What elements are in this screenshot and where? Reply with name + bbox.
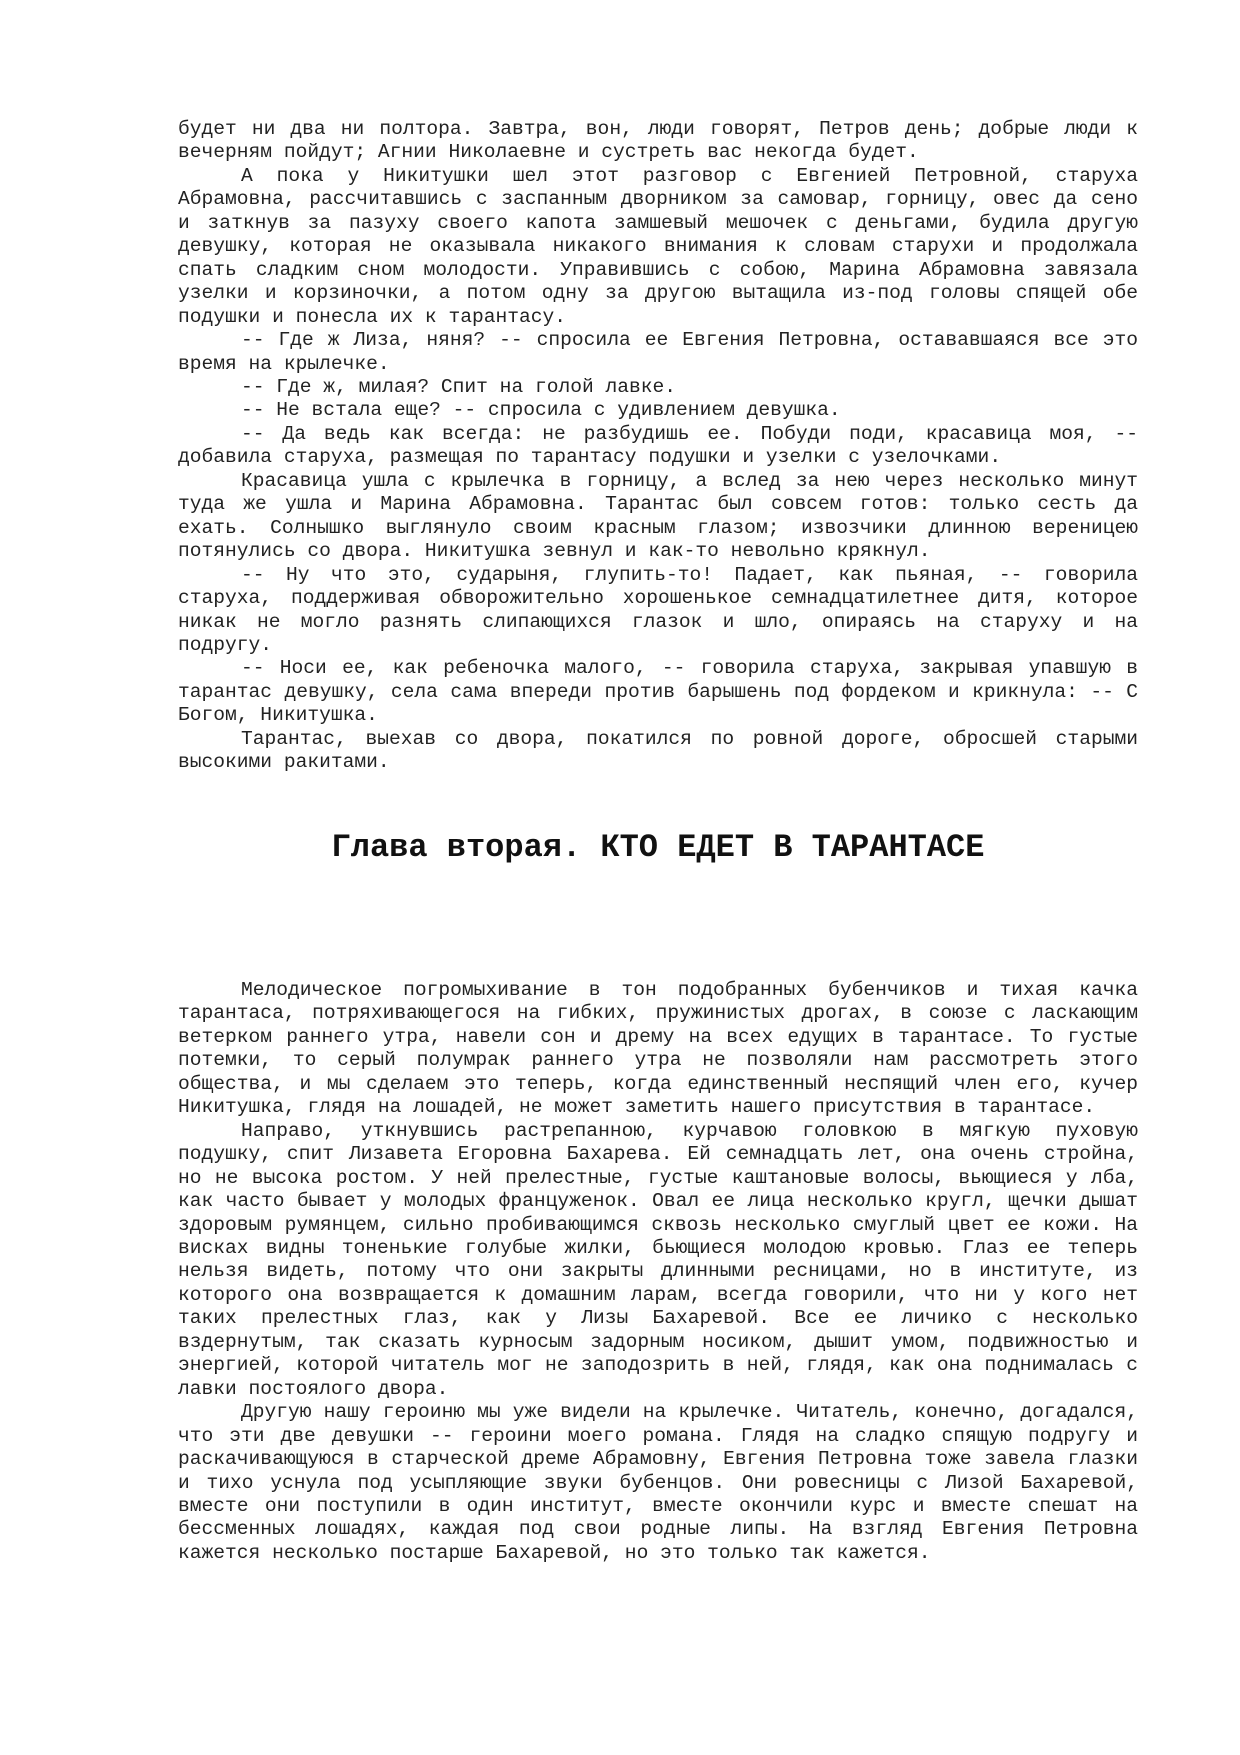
dialogue-paragraph: -- Носи ее, как ребеночка малого, -- говорила старуха, закрывая упавшую в тарантас девушку, села сама впереди против барышень под фордеком и крикнула: -- С Богом, Никитушка. — [178, 657, 1138, 727]
text-block-top — [178, 118, 1138, 775]
paragraph: Красавица ушла с крылечка в горницу, а вслед за нею через несколько минут туда же ушла и Марина Абрамовна. Тарантас был совсем готов: только сесть да ехать. Солнышко выглянуло своим красным глазом; извозчики длинною вереницею потянулись со двора. Никитушка зевнул и как-то невольно крякнул. — [178, 469, 1138, 563]
dialogue-paragraph: -- Да ведь как всегда: не разбудишь ее. Побуди поди, красавица моя, -- добавила старуха, размещая по тарантасу подушки и узелки с узелочками. — [178, 422, 1138, 469]
paragraph: Тарантас, выехав со двора, покатился по ровной дороге, обросшей старыми высокими ракитами. — [178, 727, 1138, 774]
dialogue-paragraph: -- Где ж, милая? Спит на голой лавке. — [241, 375, 677, 398]
dialogue-paragraph: -- Где ж Лиза, няня? -- спросила ее Евгения Петровна, остававшаяся все это время на крылечке. — [178, 329, 1138, 375]
chapter-title: Глава вторая. КТО ЕДЕТ В ТАРАНТАСЕ — [331, 829, 985, 866]
paragraph: А пока у Никитушки шел этот разговор с Евгенией Петровной, старуха Абрамовна, рассчитавшись с заспанным дворником за самовар, горницу, овес да сено и заткнув за пазуху своего капота замшевый мешочек с деньгами, будила другую девушку, которая не оказывала никакого внимания к словам старухи и продолжала спать сладким сном молодости. Управившись с собою, Марина Абрамовна завязала узелки и корзиночки, а потом одну за другою вытащила из-под головы спящей обе подушки и понесла их к тарантасу. — [178, 164, 1138, 328]
dialogue-paragraph: -- Ну что это, сударыня, глупить-то! Падает, как пьяная, -- говорила старуха, поддерживая обворожительно хорошенькое семнадцатилетнее дитя, которое никак не могло разнять слипающихся глазок и шло, опираясь на старуху и на подругу. — [178, 563, 1138, 656]
paragraph: Направо, уткнувшись растрепанною, курчавою головкою в мягкую пуховую подушку, спит Лизавета Егоровна Бахарева. Ей семнадцать лет, она очень стройна, но не высока ростом. У ней прелестные, густые каштановые волосы, вьющиеся у лба, как часто бывает у молодых француженок. Овал ее лица несколько кругл, щечки дышат здоровым румянцем, сильно пробивающимся сквозь несколько смуглый цвет ее кожи. На висках видны тоненькие голубые жилки, бьющиеся молодою кровью. Глаз ее теперь нельзя видеть, потому что они закрыты длинными ресницами, но в институте, из которого она возвращается к домашним ларам, всегда говорили, что ни у кого нет таких прелестных глаз, как у Лизы Бахаревой. Все ее личико с несколько вздернутым, так сказать курносым задорным носиком, дышит умом, подвижностью и энергией, которой читатель мог не заподозрить в ней, глядя, как она поднималась с лавки постоялого двора. — [178, 1119, 1138, 1400]
paragraph: Мелодическое погромыхивание в тон подобранных бубенчиков и тихая качка тарантаса, потряхивающегося на гибких, пружинистых дрогах, в союзе с ласкающим ветерком раннего утра, навели сон и дрему на всех едущих в тарантасе. То густые потемки, то серый полумрак раннего утра не позволяли нам рассмотреть этого общества, и мы сделаем это теперь, когда единственный неспящий член его, кучер Никитушка, глядя на лошадей, не может заметить нашего присутствия в тарантасе. — [178, 979, 1138, 1119]
paragraph-continued: будет ни два ни полтора. Завтра, вон, люди говорят, Петров день; добрые люди к вечерням пойдут; Агнии Николаевне и сустреть вас некогда будет. — [178, 118, 1138, 164]
dialogue-paragraph: -- Не встала еще? -- спросила с удивлением девушка. — [241, 399, 841, 422]
text-block-bottom — [178, 979, 1138, 1565]
paragraph: Другую нашу героиню мы уже видели на крылечке. Читатель, конечно, догадался, что эти две девушки -- героини моего романа. Глядя на сладко спящую подругу и раскачивающуюся в старческой дреме Абрамовну, Евгения Петровна тоже завела глазки и тихо уснула под усыпляющие звуки бубенцов. Они ровесницы с Лизой Бахаревой, вместе они поступили в один институт, вместе окончили курс и вместе спешат на бессменных лошадях, каждая под свои родные липы. На взгляд Евгения Петровна кажется несколько постарше Бахаревой, но это только так кажется. — [178, 1401, 1138, 1564]
